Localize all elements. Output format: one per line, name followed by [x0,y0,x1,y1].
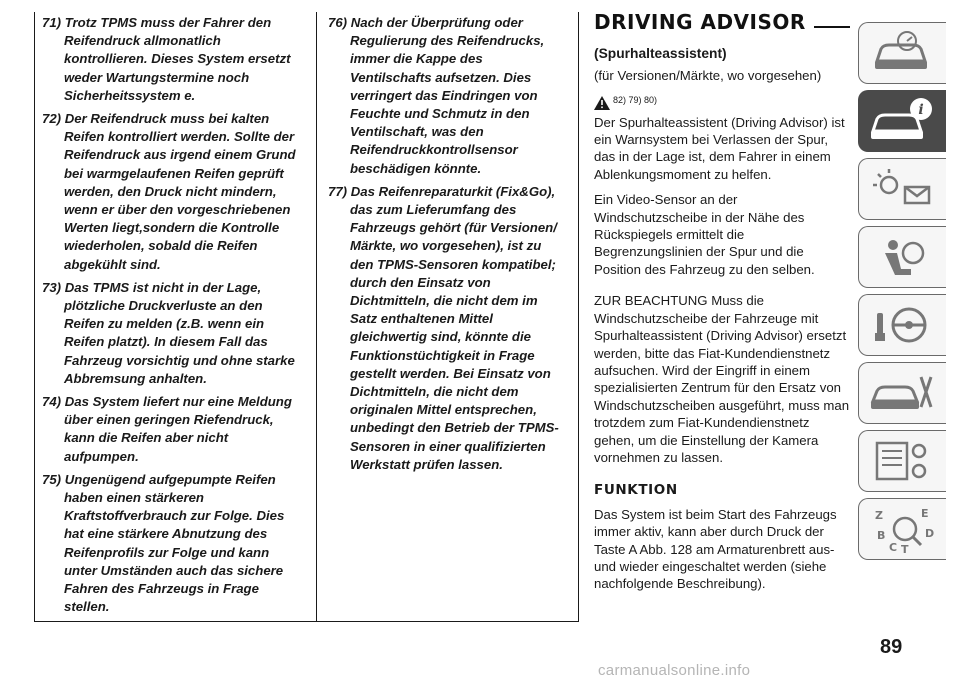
note-76: 76) Nach der Überprüfung oder Regulierung des Reifendrucks, immer die Kappe des Ventilschafts aufsetzen. Dies verringert das Eindringen von Feuchte und Schmutz in den Ventilschaft, was den Reifendruckkontrollsensor beschädigen könnte. [328,15,545,176]
section-subtitle: (Spurhalteassistent) [594,46,727,62]
car-dashboard-icon [867,27,937,79]
section-title: DRIVING ADVISOR [594,14,850,31]
tab-specifications[interactable] [858,430,946,492]
notes-column-left [42,14,304,622]
tab-car-info[interactable] [858,90,946,152]
frame-bottom-line [34,621,578,622]
note-73: 73) Das TPMS ist nicht in der Lage, plötzliche Druckverluste an den Reifen zu melden (z.B. wenn ein Reifen platzt). In diesem Fall das Fahrzeug vorsichtig und ohne starke Abbremsung anhalten. [42,279,295,386]
car-info-icon [867,95,937,147]
page-number: 89 [880,636,903,658]
note-71: 71) Trotz TPMS muss der Fahrer den Reifendruck allmonatlich kontrollieren. Dieses System ersetzt weder Wartungstermine noch Sicherheitssystem e. [42,15,291,103]
availability-note: (für Versionen/Märkte, wo vorgesehen) [594,67,822,83]
title-underline [814,26,850,28]
warning-references: 82) 79) 80) [594,92,850,109]
column-divider-line [316,12,317,622]
index-alphabet-icon [867,503,937,555]
paragraph-2: Ein Video-Sensor an der Windschutzscheibe in der Nähe des Rückspiegels ermittelt die Begrenzungslinien der Spur und die Position des Fahrzeug zu den selben. [594,192,815,277]
warning-triangle-icon [594,96,610,110]
tab-emergency[interactable] [858,362,946,424]
steering-wheel-icon [867,299,937,351]
svg-text:Z: Z [875,509,883,522]
tab-dashboard[interactable] [858,22,946,84]
svg-text:i: i [918,102,924,118]
paragraph-1: Der Spurhalteassistent (Driving Advisor) ist ein Warnsystem bei Verlassen der Spur, das in der Lage ist, dem Fahrer in einem Ablenkungsmoment zu helfen. [594,114,845,182]
tab-driving[interactable] [858,294,946,356]
note-75: 75) Ungenügend aufgepumpte Reifen haben einen stärkeren Kraftstoffverbrauch zur Folge. Dies hat eine stärkere Abnutzung des Reifenprofils zur Folge und kann unter Umständen auch das sichere Fahren des Fahrzeugs in Frage stellen. [42,471,285,615]
car-tools-icon [867,367,937,419]
warning-lights-icon [867,163,937,215]
svg-text:E: E [921,507,929,520]
svg-text:B: B [877,529,886,542]
frame-right-line [578,12,579,622]
paragraph-3: ZUR BEACHTUNG Muss die Windschutzscheibe der Fahrzeuge mit Spurhalteassistent (Driving Advisor) ersetzt werden, bitte das Fiat-Kundendienstnetz aufsuchen. Wird der Eingriff in einem spezialisierten Zentrum für den Ersatz von Windschutzscheiben ausgeführt, muss man trotzdem zum Fiat-Kundendienstnetz gehen, um die Einstellung der Kamera vornehmen zu lassen. [594,293,850,465]
tab-index[interactable] [858,498,946,560]
note-77: 77) Das Reifenreparaturkit (Fix&Go), das zum Lieferumfang des Fahrzeugs gehört (für Versionen/ Märkte, wo vorgesehen), ist zu den TPMS-Sensoren kompatibel; durch den Einsatz von Dichtmitteln, die nicht dem im Satz enthaltenen Mittel gleichwertig sind, könnte die Funktionstüchtigkeit in Frage gestellt werden. Bei Einsatz von Dichtmitteln, die nicht dem originalen Mittel entsprechen, unbedingt den Betrieb der TPMS-Sensoren in einer qualifizierten Werkstatt prüfen lassen. [328,183,559,472]
funktion-paragraph: Das System ist beim Start des Fahrzeugs immer aktiv, kann aber durch Druck der Taste A Abb. 128 am Armaturenbrett aus- und wieder eingeschaltet werden (siehe nachfolgende Beschreibung). [594,506,837,592]
airbag-seat-icon [867,231,937,283]
note-72: 72) Der Reifendruck muss bei kalten Reifen kontrolliert werden. Sollte der Reifendruck aus irgend einem Grund bei warmgelaufenen Reifen geprüft werden, den Druck nicht mindern, wenn er über den vorgeschriebenen Werten liegt,sondern die Kontrolle wiederholen, sobald die Reifen abgekühlt sind. [42,111,296,272]
watermark: carmanualsonline.info [598,662,751,679]
notes-column-middle [328,14,566,479]
specifications-icon [867,435,937,487]
driving-advisor-section [594,10,850,601]
tab-safety[interactable] [858,226,946,288]
note-74: 74) Das System liefert nur eine Meldung über einen geringen Riefendruck, kann die Reifen aber nicht aufpumpen. [42,394,292,464]
funktion-heading: FUNKTION [594,482,678,499]
svg-text:D: D [925,527,935,540]
frame-left-line [34,12,35,622]
svg-text:T: T [901,543,909,555]
chapter-tabs [858,22,946,566]
tab-warning-lights[interactable] [858,158,946,220]
svg-text:C: C [889,541,898,554]
